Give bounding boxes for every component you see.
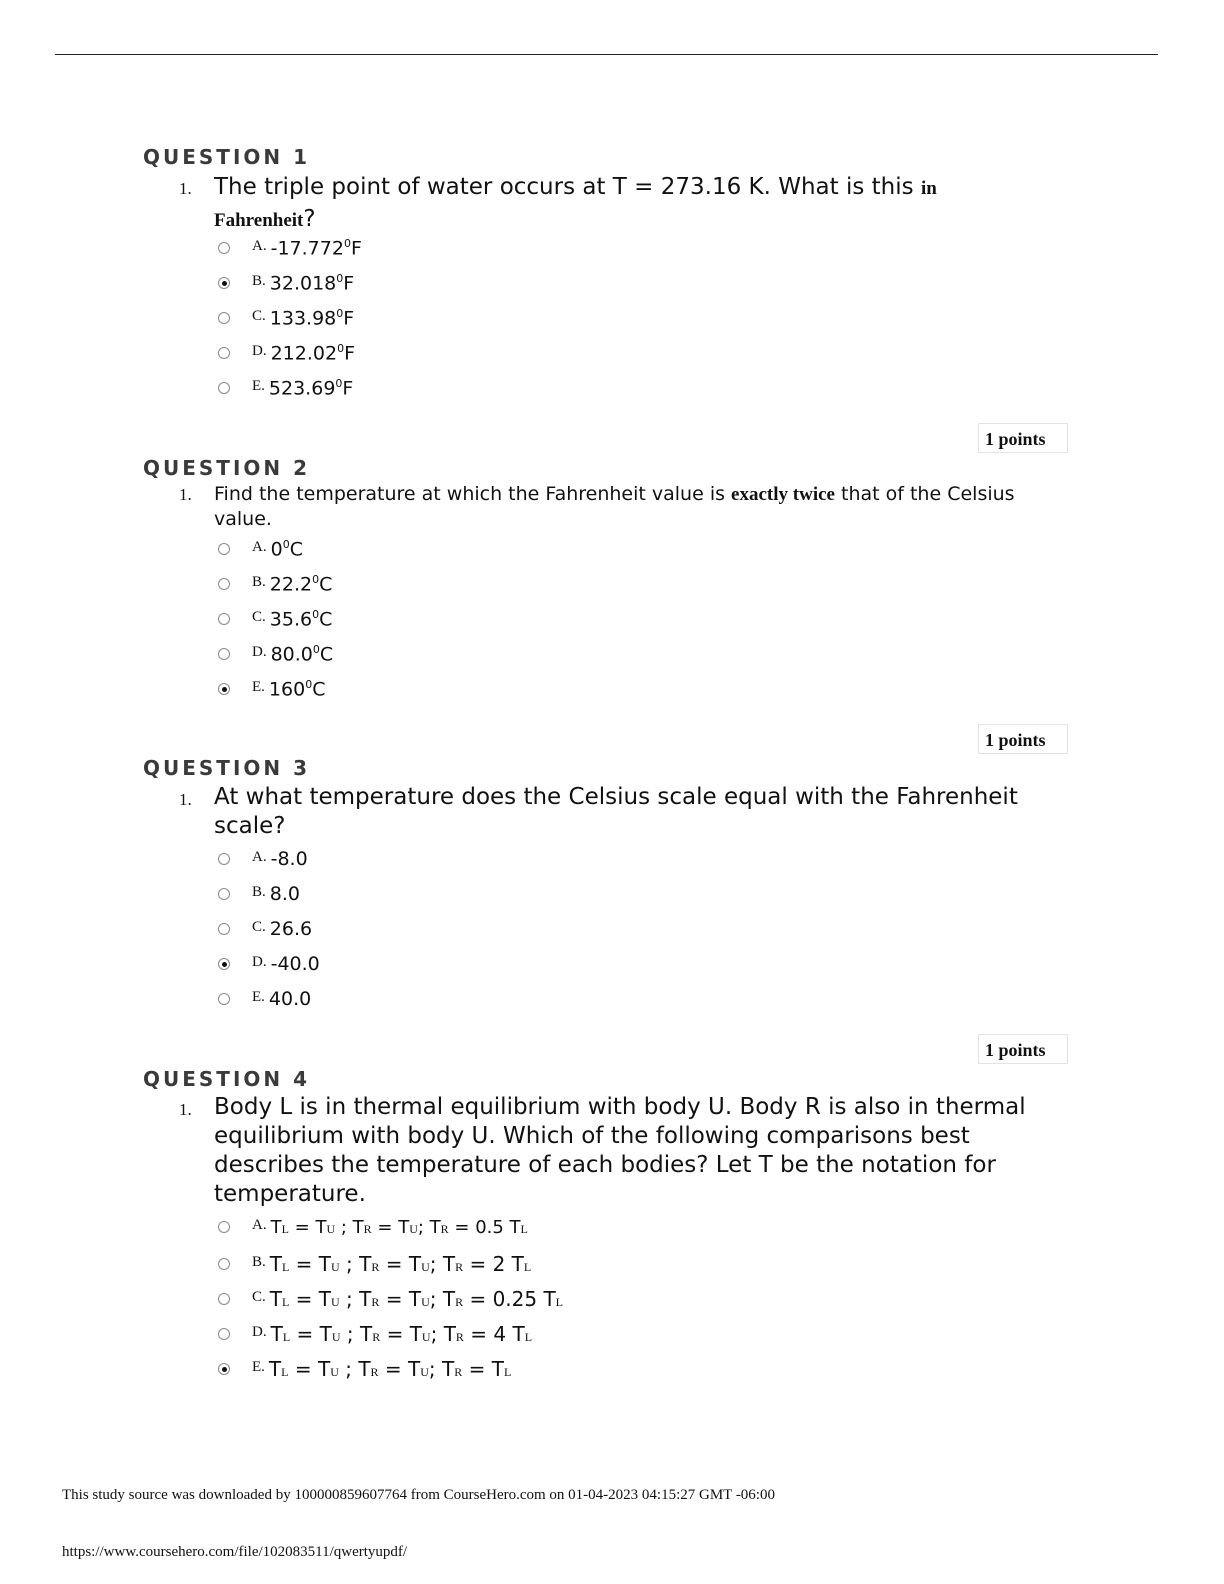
option-value [271, 1322, 532, 1346]
question-2-stem-text: Find the temperature at which the Fahrenheit value is [214, 483, 732, 505]
t-symbol: T [269, 1287, 282, 1311]
radio-button[interactable] [218, 1293, 230, 1305]
option-letter: E. [252, 1358, 265, 1375]
option-letter: E. [252, 988, 265, 1005]
option-number: -17.772 [270, 237, 344, 260]
equals-part: = T [379, 1252, 422, 1276]
question-2-points: 1 points [978, 724, 1068, 754]
option-letter: A. [252, 237, 267, 254]
subscript: R [440, 1221, 449, 1236]
subscript: L [281, 1295, 290, 1309]
option-letter: B. [252, 883, 266, 900]
option-value [270, 1287, 563, 1311]
option-letter: A. [252, 538, 267, 555]
radio-button[interactable] [218, 923, 230, 935]
equals-part: = T [290, 1322, 332, 1346]
option-number: 523.69 [268, 377, 336, 400]
q3-option-a[interactable] [218, 844, 308, 874]
option-value [269, 1357, 511, 1381]
equals-part: = T [371, 1216, 410, 1238]
option-unit: C [289, 538, 303, 561]
separator-part: ; T [338, 1357, 371, 1381]
option-value: -40.0 [270, 953, 320, 975]
subscript: U [326, 1221, 336, 1236]
question-1-stem-bold-fahrenheit: Fahrenheit [214, 210, 304, 231]
radio-button[interactable] [218, 312, 230, 324]
q4-option-e[interactable] [218, 1354, 511, 1384]
subscript: L [281, 1221, 289, 1236]
subscript: R [363, 1221, 372, 1236]
question-1-stem-bold-in: in [920, 178, 937, 199]
question-3-stem-line-2: scale? [214, 813, 286, 839]
subscript: L [523, 1260, 532, 1274]
radio-button[interactable] [218, 382, 230, 394]
option-letter: B. [252, 272, 266, 289]
separator-part: ; T [340, 1322, 373, 1346]
tail-part: = 2 T [463, 1252, 524, 1276]
option-unit: F [343, 272, 355, 295]
subscript: L [520, 1221, 528, 1236]
t-symbol: T [268, 1357, 282, 1381]
option-number: 212.02 [270, 342, 338, 365]
radio-button[interactable] [218, 1328, 230, 1340]
radio-button[interactable] [218, 1221, 230, 1233]
equals-part: = T [378, 1357, 421, 1381]
option-unit: C [312, 678, 326, 701]
q1-option-b[interactable] [218, 268, 354, 298]
equals-part: = T [380, 1322, 422, 1346]
option-value [269, 377, 353, 399]
subscript: L [281, 1365, 289, 1379]
question-1-stem-text: The triple point of water occurs at T = 273.16 K. What is this [214, 174, 921, 200]
option-unit: C [319, 573, 333, 596]
question-1-number: 1. [179, 179, 192, 198]
option-letter: B. [252, 1253, 266, 1270]
q3-option-c[interactable] [218, 914, 312, 944]
separator-part: ; T [428, 1357, 455, 1381]
option-value: 26.6 [269, 918, 313, 940]
radio-button-selected[interactable] [218, 683, 230, 695]
question-3-stem [214, 783, 1084, 841]
separator-part: ; T [417, 1216, 441, 1238]
option-value: 40.0 [268, 988, 312, 1010]
q1-option-d[interactable] [218, 338, 355, 368]
option-unit: C [319, 608, 333, 631]
tail-part: = 0.5 T [448, 1216, 521, 1238]
q2-option-d[interactable] [218, 639, 333, 669]
subscript: U [421, 1295, 430, 1309]
t-symbol: T [269, 1252, 282, 1276]
degree-sup: 0 [305, 677, 313, 691]
t-symbol: T [270, 1216, 282, 1238]
subscript: R [372, 1330, 381, 1344]
equals-part: = T [289, 1252, 332, 1276]
option-letter: D. [252, 1323, 267, 1340]
option-number: 133.98 [269, 307, 337, 330]
subscript: L [503, 1365, 512, 1379]
option-value [270, 307, 354, 329]
option-value [271, 538, 303, 560]
equals-part: = T [289, 1287, 332, 1311]
subscript: U [420, 1365, 429, 1379]
question-4-stem-line-1: Body L is in thermal equilibrium with body U. Body R is also in thermal [214, 1094, 1026, 1120]
separator-part: ; T [339, 1287, 372, 1311]
q1-option-e[interactable] [218, 373, 353, 403]
option-number: 22.2 [269, 573, 313, 596]
separator-part: ; T [430, 1322, 456, 1346]
subscript: U [421, 1330, 431, 1344]
option-unit: F [350, 237, 362, 260]
subscript: R [371, 1260, 380, 1274]
question-1-title: QUESTION 1 [143, 145, 311, 169]
option-letter: A. [252, 1216, 267, 1233]
radio-button[interactable] [218, 1258, 230, 1270]
option-number: 35.6 [269, 608, 313, 631]
t-symbol: T [270, 1322, 283, 1346]
option-letter: C. [252, 1288, 266, 1305]
option-value [270, 573, 333, 595]
option-value [270, 1252, 531, 1276]
option-unit: C [319, 643, 334, 666]
option-letter: D. [252, 643, 267, 660]
option-value [270, 608, 333, 630]
question-1-stem [214, 172, 1014, 236]
option-letter: D. [252, 342, 267, 359]
radio-button[interactable] [218, 578, 230, 590]
option-number: 32.018 [269, 272, 337, 295]
question-4-stem-line-2: equilibrium with body U. Which of the following comparisons best [214, 1123, 970, 1149]
question-2-number: 1. [179, 485, 192, 504]
q2-option-b[interactable] [218, 569, 332, 599]
equals-part: = T [288, 1357, 331, 1381]
q3-option-d[interactable] [218, 949, 320, 979]
equals-part: = T [379, 1287, 422, 1311]
subscript: L [281, 1260, 290, 1274]
subscript: L [555, 1295, 564, 1309]
option-value [271, 643, 334, 665]
question-3-number: 1. [179, 790, 192, 809]
option-value: 8.0 [269, 883, 300, 905]
option-unit: F [344, 342, 356, 365]
question-2-title: QUESTION 2 [143, 456, 311, 480]
question-3-title: QUESTION 3 [143, 756, 311, 780]
top-rule [55, 54, 1158, 55]
question-3-points: 1 points [978, 1034, 1068, 1064]
option-letter: B. [252, 573, 266, 590]
q2-option-a[interactable] [218, 534, 303, 564]
question-4-title: QUESTION 4 [143, 1067, 311, 1091]
option-value: -8.0 [270, 848, 308, 870]
degree-sup: 0 [312, 572, 320, 586]
option-letter: A. [252, 848, 267, 865]
question-2-stem [214, 482, 1084, 532]
q1-option-a[interactable] [218, 233, 362, 263]
question-1-stem-end: ? [303, 206, 316, 232]
question-2-stem-bold: exactly twice [731, 484, 835, 505]
question-4-stem [214, 1093, 1094, 1209]
radio-button[interactable] [218, 613, 230, 625]
subscript: U [331, 1330, 341, 1344]
tail-part: = 4 T [463, 1322, 525, 1346]
degree-sup: 0 [282, 537, 290, 551]
q4-option-a[interactable] [218, 1212, 528, 1242]
option-letter: C. [252, 307, 266, 324]
option-letter: C. [252, 918, 266, 935]
q3-option-e[interactable] [218, 984, 311, 1014]
separator-part: ; T [339, 1252, 372, 1276]
radio-button[interactable] [218, 242, 230, 254]
option-value [269, 678, 326, 700]
option-letter: D. [252, 953, 267, 970]
subscript: L [282, 1330, 291, 1344]
subscript: R [371, 1295, 380, 1309]
separator-part: ; T [429, 1287, 456, 1311]
option-letter: E. [252, 678, 265, 695]
radio-button-selected[interactable] [218, 1363, 230, 1375]
footer-url-link[interactable]: https://www.coursehero.com/file/102083511/qwertyupdf/ [62, 1544, 408, 1560]
option-value [270, 272, 354, 294]
option-number: 160 [268, 678, 306, 701]
equals-part: = T [288, 1216, 327, 1238]
radio-button[interactable] [218, 888, 230, 900]
radio-button[interactable] [218, 648, 230, 660]
radio-button[interactable] [218, 543, 230, 555]
degree-sup: 0 [336, 271, 344, 285]
tail-part: = 0.25 T [463, 1287, 556, 1311]
degree-sup: 0 [312, 642, 320, 656]
question-2-stem-line-2: value. [214, 508, 272, 530]
question-4-stem-line-4: temperature. [214, 1181, 366, 1207]
tail-part: = T [462, 1357, 504, 1381]
q4-option-c[interactable] [218, 1284, 563, 1314]
option-value [271, 1217, 528, 1238]
degree-sup: 0 [343, 236, 351, 250]
question-2-stem-text-2: that of the Celsius [834, 483, 1015, 505]
radio-button[interactable] [218, 853, 230, 865]
option-unit: F [342, 377, 354, 400]
subscript: U [409, 1221, 418, 1236]
subscript: R [370, 1365, 379, 1379]
subscript: R [455, 1295, 464, 1309]
subscript: U [331, 1295, 340, 1309]
subscript: R [455, 1260, 464, 1274]
subscript: U [330, 1365, 339, 1379]
subscript: L [524, 1330, 533, 1344]
q1-option-c[interactable] [218, 303, 354, 333]
option-value [271, 237, 362, 259]
q4-option-d[interactable] [218, 1319, 532, 1349]
separator-part: ; T [335, 1216, 364, 1238]
radio-button-selected[interactable] [218, 958, 230, 970]
subscript: U [421, 1260, 430, 1274]
subscript: R [455, 1330, 464, 1344]
radio-button-selected[interactable] [218, 277, 230, 289]
option-number: 0 [270, 538, 283, 561]
degree-sup: 0 [336, 306, 344, 320]
option-letter: C. [252, 608, 266, 625]
footer-source-text: This study source was downloaded by 100000859607764 from CourseHero.com on 01-04-2023 04:15:27 GMT -06:00 [62, 1487, 775, 1503]
radio-button[interactable] [218, 993, 230, 1005]
option-unit: F [343, 307, 355, 330]
option-letter: E. [252, 377, 265, 394]
q3-option-b[interactable] [218, 879, 300, 909]
radio-button[interactable] [218, 347, 230, 359]
question-4-stem-line-3: describes the temperature of each bodies? Let T be the notation for [214, 1152, 996, 1178]
q4-option-b[interactable] [218, 1249, 531, 1279]
separator-part: ; T [429, 1252, 456, 1276]
option-number: 80.0 [270, 643, 313, 666]
option-value [271, 342, 355, 364]
subscript: U [331, 1260, 340, 1274]
subscript: R [454, 1365, 463, 1379]
degree-sup: 0 [337, 341, 345, 355]
degree-sup: 0 [312, 607, 320, 621]
q2-option-c[interactable] [218, 604, 332, 634]
question-4-number: 1. [179, 1100, 192, 1119]
degree-sup: 0 [335, 376, 343, 390]
question-3-stem-line-1: At what temperature does the Celsius scale equal with the Fahrenheit [214, 784, 1018, 810]
question-1-points: 1 points [978, 423, 1068, 453]
q2-option-e[interactable] [218, 674, 325, 704]
